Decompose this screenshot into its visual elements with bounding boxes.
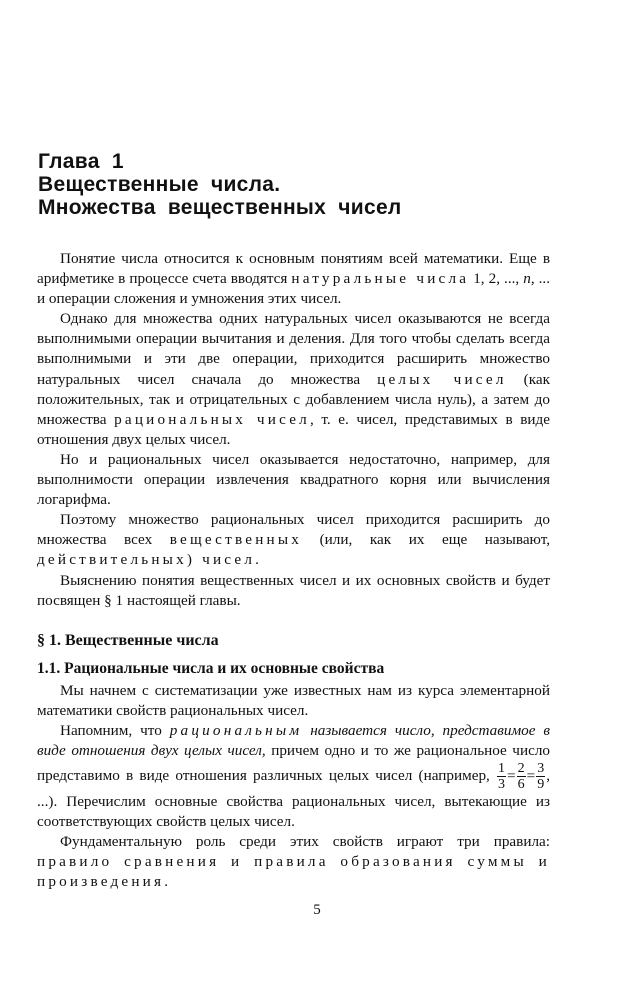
- chapter-number: Глава 1: [38, 150, 124, 173]
- chapter-heading: [38, 150, 598, 219]
- text: .: [255, 551, 259, 569]
- text: , т. е. чисел, представимых в виде отношения двух целых чисел.: [37, 410, 551, 448]
- text: 1, 2, ...,: [469, 270, 524, 288]
- numerator: 2: [517, 761, 525, 777]
- intro-paragraph-1: [37, 249, 550, 309]
- intro-paragraph-5: Выяснению понятия вещественных чисел и их основных свойств и будет посвящен § 1 настоящей главы.: [37, 571, 550, 609]
- text: Фундаментальную роль среди этих свойств играют три правила:: [60, 833, 550, 851]
- term-real-numbers: вещественных: [169, 531, 303, 549]
- text: (как положительных, так и отрицательных с добавлением числа нуль), а затем до множества: [37, 370, 550, 428]
- term-natural-numbers: натуральные числа: [291, 270, 470, 288]
- fraction-2-6: [517, 761, 526, 792]
- term-integers: целых чисел: [377, 370, 507, 388]
- chapter-title-line-2: Множества вещественных чисел: [38, 196, 402, 219]
- section-paragraph-3: [37, 832, 550, 892]
- term-rational-numbers: рациональных чисел: [114, 410, 310, 428]
- fraction-1-3: [497, 761, 506, 792]
- text: , ...). Перечислим основные свойства рациональных чисел, вытекающие из соответствующих свойств целых чисел.: [37, 767, 550, 831]
- page-number: 5: [313, 902, 321, 918]
- definition-text: называется число, представимое в виде отношения двух целых чисел: [37, 721, 550, 759]
- text: Напомним, что: [60, 721, 170, 739]
- term-actual-numbers: действительных) чисел: [37, 551, 256, 569]
- fraction-3-9: [536, 761, 545, 792]
- denominator: 3: [498, 777, 506, 793]
- intro-paragraph-4: [37, 510, 550, 570]
- term-rules: правило сравнения и правила образования суммы и произведения: [37, 853, 550, 891]
- intro-paragraph-3: Но и рациональных чисел оказывается недостаточно, например, для выполнимости операции извлечения квадратного корня или вычисления логарифма.: [37, 450, 550, 509]
- section-heading: § 1. Вещественные числа: [37, 631, 219, 649]
- section-paragraph-2: [37, 721, 550, 832]
- numerator: 3: [537, 761, 545, 777]
- intro-paragraph-2: [37, 309, 550, 450]
- text: , причем одно и то же рациональное число представимо в виде отношения различных целых чисел (например,: [37, 741, 550, 785]
- denominator: 9: [537, 777, 545, 793]
- text: , ... и операции сложения и умножения этих чисел.: [37, 270, 551, 308]
- text: Понятие числа относится к основным понятиям всей математики. Еще в арифметике в процессе счета вводятся: [37, 250, 550, 288]
- equals-sign: =: [526, 767, 536, 785]
- text: Однако для множества одних натуральных чисел оказываются не всегда выполнимыми операции вычитания и деления. Для того чтобы сделать всегда выполнимыми и эти две операции, приходится расширить множество натуральных чисел сначала до множества: [37, 310, 550, 388]
- text: (или, как их еще называют,: [302, 531, 550, 549]
- text: .: [164, 873, 168, 891]
- subsection-heading: 1.1. Рациональные числа и их основные свойства: [37, 659, 385, 677]
- section-paragraph-1: Мы начнем с систематизации уже известных нам из курса элементарной математики свойств рациональных чисел.: [37, 681, 550, 719]
- numerator: 1: [498, 761, 506, 777]
- page-body: [37, 249, 550, 893]
- term-rational: рациональным: [169, 721, 303, 739]
- chapter-title-line-1: Вещественные числа.: [38, 173, 281, 196]
- equals-sign: =: [507, 767, 516, 785]
- denominator: 6: [517, 777, 525, 793]
- text: Поэтому множество рациональных чисел приходится расширить до множества всех: [37, 511, 550, 549]
- variable-n: n: [523, 270, 531, 288]
